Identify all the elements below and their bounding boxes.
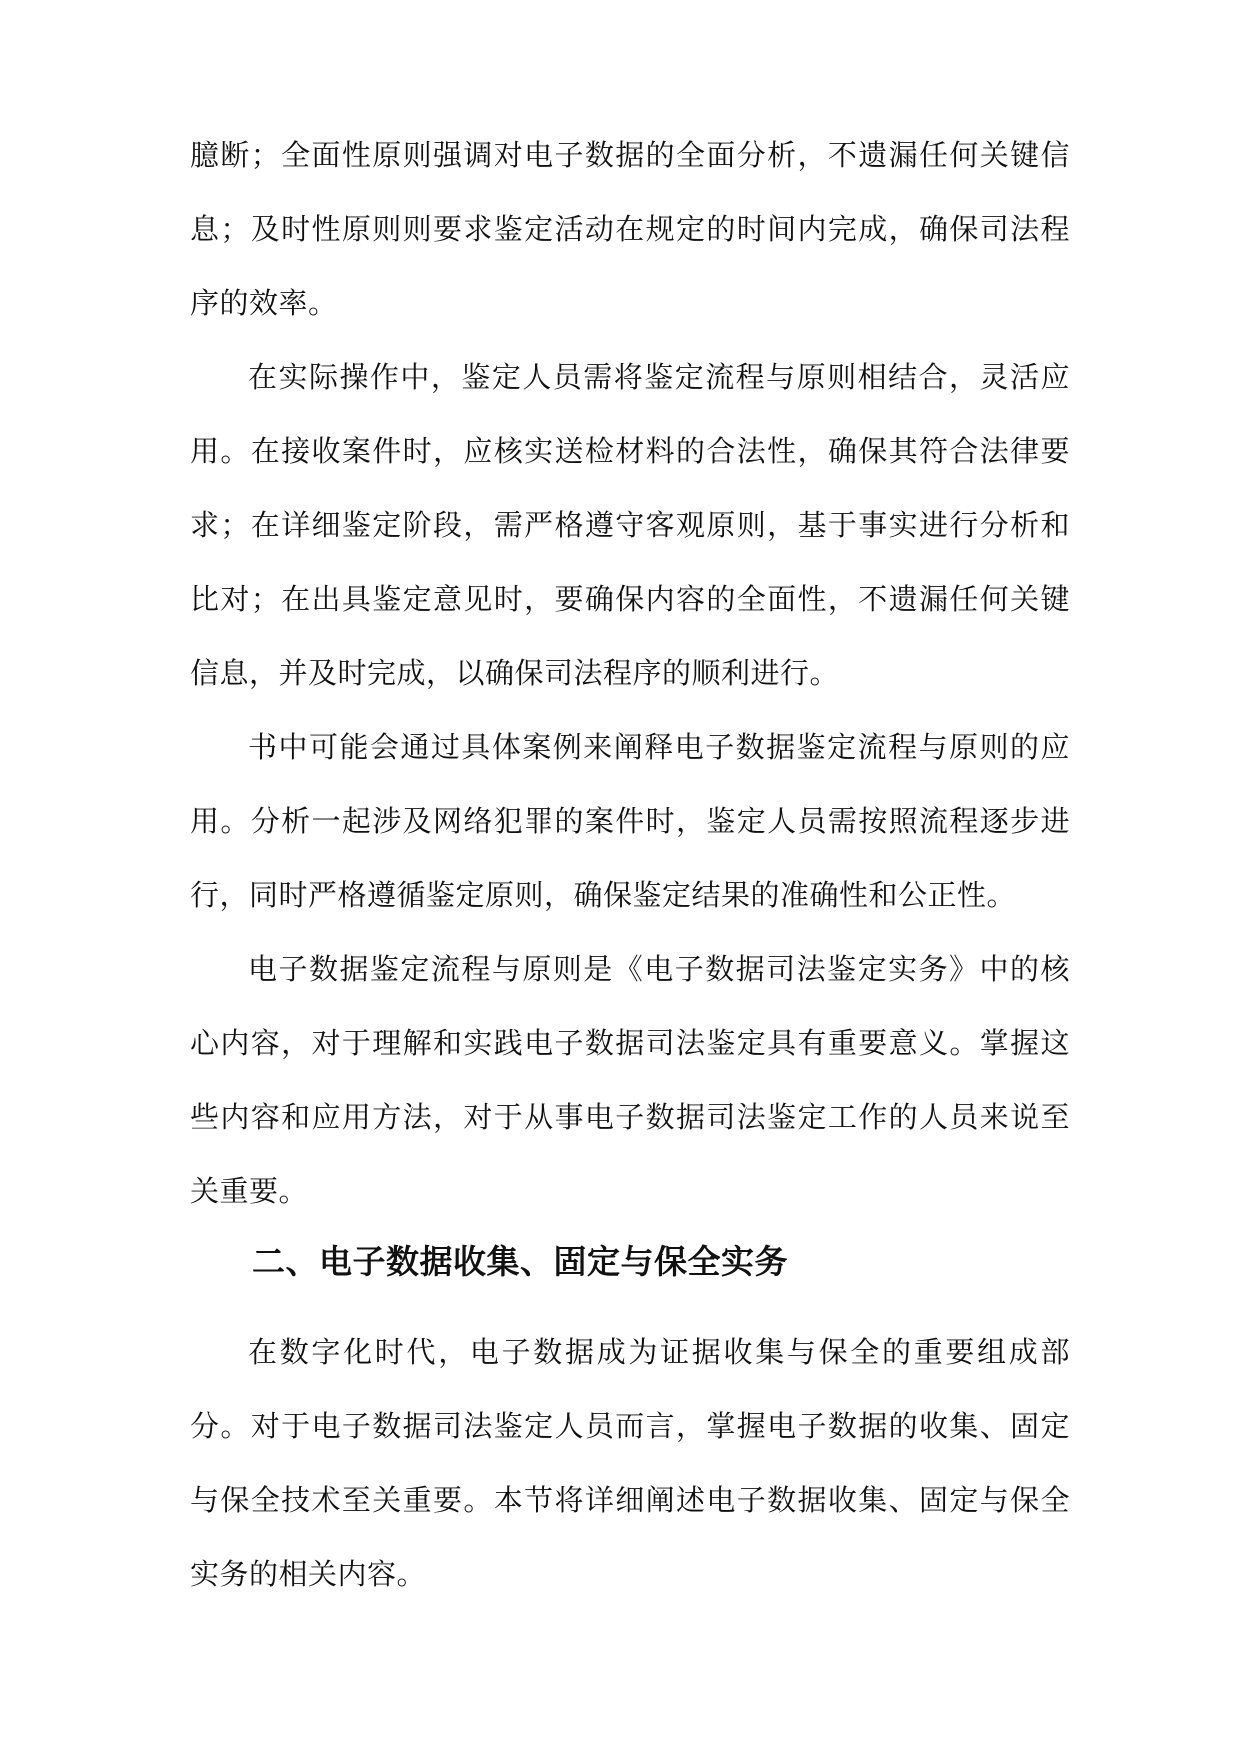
paragraph-section-intro: 在数字化时代，电子数据成为证据收集与保全的重要组成部分。对于电子数据司法鉴定人员而言，掌握电子数据的收集、固定与保全技术至关重要。本节将详细阐述电子数据收集、固定与保全实务的相关内容。: [190, 1335, 1070, 1591]
paragraph-continuation: 臆断；全面性原则强调对电子数据的全面分析，不遗漏任何关键信息；及时性原则则要求鉴定活动在规定的时间内完成，确保司法程序的效率。: [190, 138, 1070, 320]
paragraph-summary: 电子数据鉴定流程与原则是《电子数据司法鉴定实务》中的核心内容，对于理解和实践电子数据司法鉴定具有重要意义。掌握这些内容和应用方法，对于从事电子数据司法鉴定工作的人员来说至关重要。: [190, 952, 1070, 1208]
paragraph-practice: 在实际操作中，鉴定人员需将鉴定流程与原则相结合，灵活应用。在接收案件时，应核实送检材料的合法性，确保其符合法律要求；在详细鉴定阶段，需严格遵守客观原则，基于事实进行分析和比对；在出具鉴定意见时，要确保内容的全面性，不遗漏任何关键信息，并及时完成，以确保司法程序的顺利进行。: [190, 360, 1070, 690]
body-text-section: [190, 1315, 1070, 1611]
section-two: [190, 1225, 1070, 1299]
paragraph-case-example: 书中可能会通过具体案例来阐释电子数据鉴定流程与原则的应用。分析一起涉及网络犯罪的案件时，鉴定人员需按照流程逐步进行，同时严格遵循鉴定原则，确保鉴定结果的准确性和公正性。: [190, 730, 1070, 912]
body-text-top: [190, 118, 1070, 1228]
section-heading: 二、电子数据收集、固定与保全实务: [252, 1242, 788, 1281]
